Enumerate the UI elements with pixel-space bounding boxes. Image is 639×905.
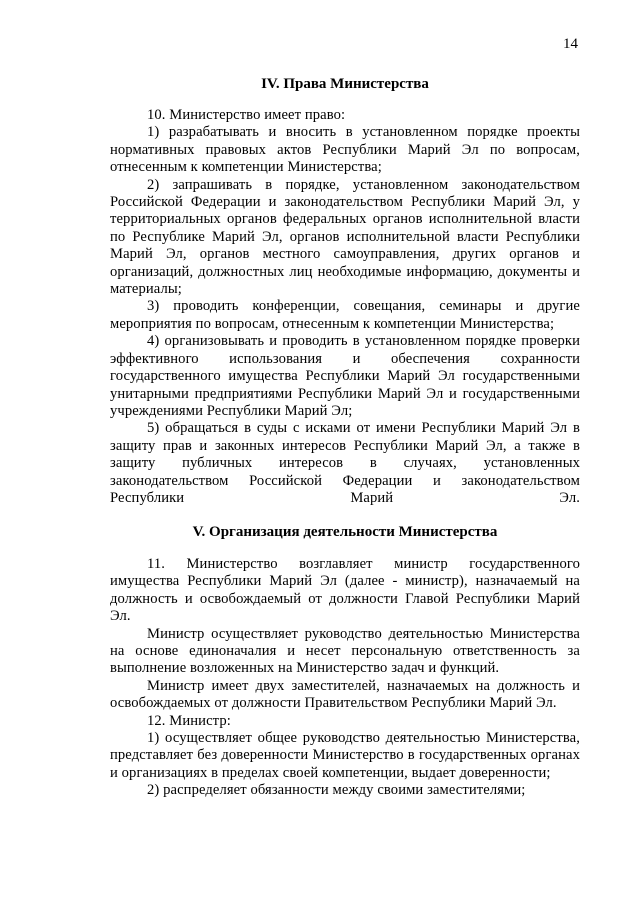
paragraph-12-item-2: 2) распределяет обязанности между своими заместителями; xyxy=(147,782,526,799)
section-4-body xyxy=(110,107,580,507)
paragraph-10-item-5: 5) обращаться в суды с исками от имени Республики Марий Эл в защиту прав и законных интересов Республики Марий Эл, а также в защиту публичных интересов в случаях, установленных законодательством Российской Федерации и законодательством Республики Марий Эл. xyxy=(110,420,580,506)
paragraph-10-item-1: 1) разрабатывать и вносить в установленном порядке проекты нормативных правовых актов Республики Марий Эл по вопросам, отнесенным к компетенции Министерства; xyxy=(110,124,580,176)
paragraph-11-minister: Министр осуществляет руководство деятельностью Министерства на основе единоначалия и несет персональную ответственность за выполнение возложенных на Министерство задач и функций. xyxy=(110,625,580,677)
paragraph-10-item-4: 4) организовывать и проводить в установленном порядке проверки эффективного использования и обеспечения сохранности государственного имущества Республики Марий Эл государственными унитарными предприятиями Республики Марий Эл и государственными учреждениями Республики Марий Эл; xyxy=(110,333,580,419)
paragraph-11: 11. Министерство возглавляет министр государственного имущества Республики Марий Эл (далее - министр), назначаемый на должность и освобождаемый от должности Главой Республики Марий Эл. xyxy=(110,556,580,625)
paragraph-12-item-1: 1) осуществляет общее руководство деятельностью Министерства, представляет без доверенности Министерство в государственных органах и организациях в пределах своей компетенции, выдает доверенности; xyxy=(110,730,580,781)
section-4-heading: IV. Права Министерства xyxy=(261,76,429,92)
paragraph-10-item-3: 3) проводить конференции, совещания, семинары и другие мероприятия по вопросам, отнесенным к компетенции Министерства; xyxy=(110,298,580,332)
section-5-body xyxy=(110,556,580,800)
paragraph-10: 10. Министерство имеет право: xyxy=(147,107,346,123)
page-number: 14 xyxy=(563,36,578,52)
paragraph-11-deputies: Министр имеет двух заместителей, назначаемых на должность и освобождаемых от должности Правительством Республики Марий Эл. xyxy=(110,677,580,712)
paragraph-10-item-2: 2) запрашивать в порядке, установленном законодательством Российской Федерации и законодательством Республики Марий Эл, у территориальных органов федеральных органов исполнительной власти по Республике Марий Эл, органов исполнительной власти Республики Марий Эл, органов местного самоуправления, других органов и организаций, должностных лиц необходимые информацию, документы и материалы; xyxy=(110,176,580,298)
paragraph-12: 12. Министр: xyxy=(147,712,231,729)
section-5-heading: V. Организация деятельности Министерства xyxy=(192,524,498,540)
